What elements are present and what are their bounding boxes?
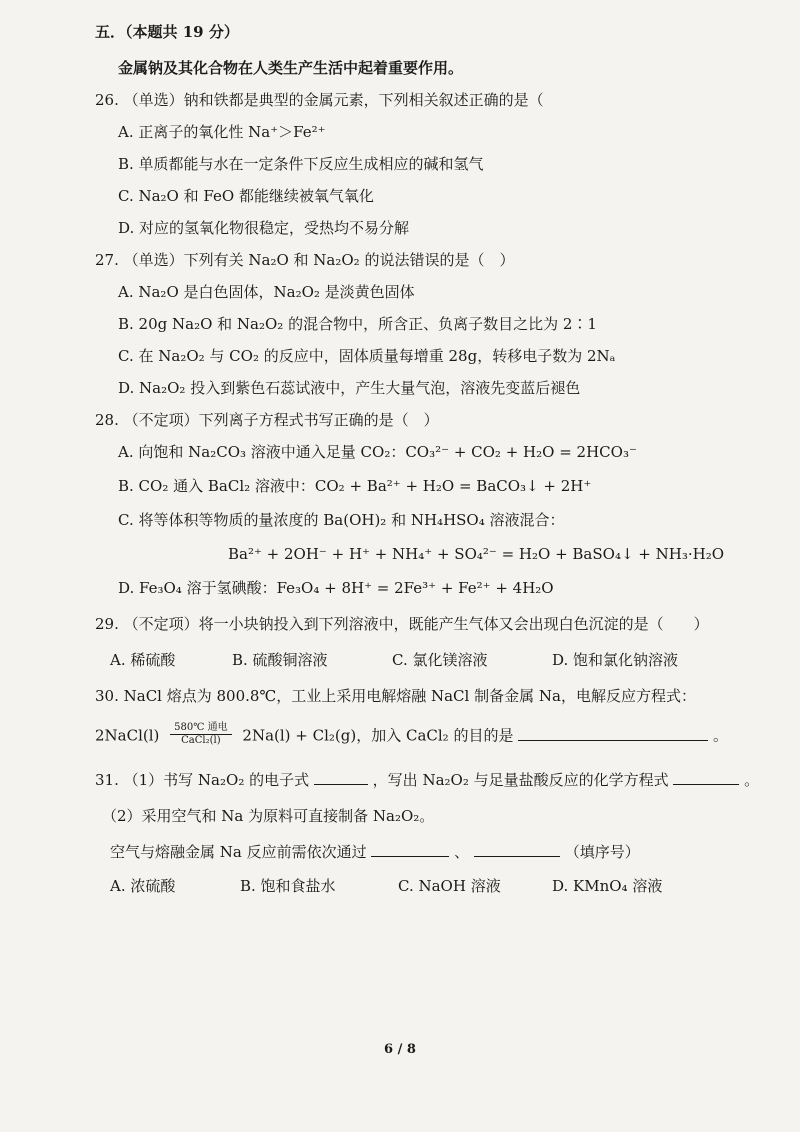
q31-second-blank[interactable] [474,842,560,857]
q29-stem: 29. （不定项）将一小块钠投入到下列溶液中，既能产生气体又会出现白色沉淀的是（ ） [95,615,709,633]
q31-part3 [110,842,640,862]
q26-stem: 26. （单选）钠和铁都是典型的金属元素，下列相关叙述正确的是（ [95,91,544,109]
q29-option-b: B. 硫酸铜溶液 [232,651,328,669]
q27-option-b: B. 20g Na₂O 和 Na₂O₂ 的混合物中，所含正、负离子数目之比为 2∶1 [118,315,597,333]
q30-rhs: 2Na(l) + Cl₂(g)，加入 CaCl₂ 的目的是 [242,726,514,745]
q30-stem: 30. NaCl 熔点为 800.8℃，工业上采用电解熔融 NaCl 制备金属 Na，电解反应方程式： [95,687,696,705]
q27-option-a: A. Na₂O 是白色固体，Na₂O₂ 是淡黄色固体 [118,283,415,301]
q31-option-c: C. NaOH 溶液 [398,877,501,895]
q31-part1-b: ，写出 Na₂O₂ 与足量盐酸反应的化学方程式 [372,771,669,789]
q31-part2: （2）采用空气和 Na 为原料可直接制备 Na₂O₂。 [102,807,435,825]
q31-part1-end: 。 [744,771,760,789]
section-intro: 金属钠及其化合物在人类生产生活中起着重要作用。 [118,59,464,77]
q26-option-a: A. 正离子的氧化性 Na⁺＞Fe²⁺ [118,123,326,141]
q26-option-c: C. Na₂O 和 FeO 都能继续被氧气氧化 [118,187,374,205]
q27-option-d: D. Na₂O₂ 投入到紫色石蕊试液中，产生大量气泡，溶液先变蓝后褪色 [118,379,581,397]
q28-option-a: A. 向饱和 Na₂CO₃ 溶液中通入足量 CO₂：CO₃²⁻ + CO₂ + H₂O = 2HCO₃⁻ [118,443,637,461]
q31-option-a: A. 浓硫酸 [110,877,176,895]
q31-part3-a: 空气与熔融金属 Na 反应前需依次通过 [110,843,367,861]
section-title: 五．（本题共 19 分） [95,23,239,41]
q28-option-b: B. CO₂ 通入 BaCl₂ 溶液中：CO₂ + Ba²⁺ + H₂O = BaCO₃↓ + 2H⁺ [118,477,592,495]
q31-option-b: B. 饱和食盐水 [240,877,336,895]
q31-part3-sep: 、 [454,843,470,861]
q29-option-c: C. 氯化镁溶液 [392,651,488,669]
q30-answer-blank[interactable] [518,726,708,741]
q28-stem: 28. （不定项）下列离子方程式书写正确的是（ ） [95,411,439,429]
q27-stem: 27. （单选）下列有关 Na₂O 和 Na₂O₂ 的说法错误的是（ ） [95,251,515,269]
q30-equation-line [95,724,728,749]
q31-electron-formula-blank[interactable] [314,770,368,785]
q31-part1 [95,770,759,790]
q29-option-d: D. 饱和氯化钠溶液 [552,651,679,669]
q26-option-d: D. 对应的氢氧化物很稳定，受热均不易分解 [118,219,410,237]
q31-first-blank[interactable] [371,842,449,857]
q27-option-c: C. 在 Na₂O₂ 与 CO₂ 的反应中，固体质量每增重 28g，转移电子数为 2Nₐ [118,347,616,365]
q31-part3-b: （填序号） [564,843,640,861]
q30-end: 。 [713,726,729,745]
q31-equation-blank[interactable] [673,770,739,785]
q30-reaction-condition [170,722,231,747]
q31-part1-a: 31. （1）书写 Na₂O₂ 的电子式 [95,771,310,789]
q28-option-d: D. Fe₃O₄ 溶于氢碘酸：Fe₃O₄ + 8H⁺ = 2Fe³⁺ + Fe²⁺ + 4H₂O [118,579,554,597]
page-number: 6 / 8 [384,1042,416,1057]
q30-lhs: 2NaCl(l) [95,726,160,745]
q31-option-d: D. KMnO₄ 溶液 [552,877,663,895]
q28-option-c: C. 将等体积等物质的量浓度的 Ba(OH)₂ 和 NH₄HSO₄ 溶液混合： [118,511,565,529]
q29-option-a: A. 稀硫酸 [110,651,176,669]
q28-option-c-equation: Ba²⁺ + 2OH⁻ + H⁺ + NH₄⁺ + SO₄²⁻ = H₂O + BaSO₄↓ + NH₃·H₂O [228,545,725,563]
q30-condition-top: 580℃ 通电 [170,722,231,735]
q26-option-b: B. 单质都能与水在一定条件下反应生成相应的碱和氢气 [118,155,484,173]
q30-condition-bottom: CaCl₂(l) [181,735,221,746]
